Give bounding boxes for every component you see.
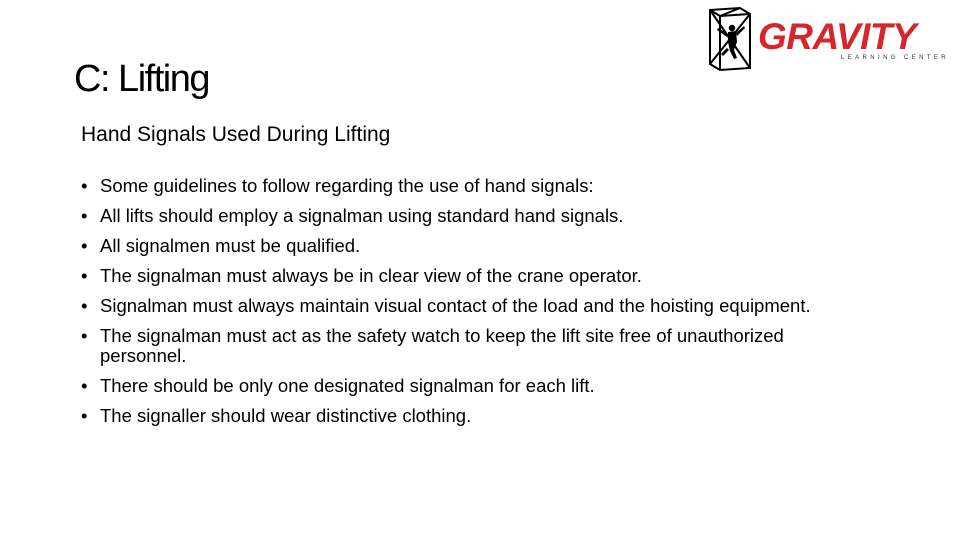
logo-wordmark: GRAVITY bbox=[758, 16, 917, 57]
climber-cage-icon bbox=[706, 6, 754, 72]
bullet-item: • All lifts should employ a signalman using standard hand signals. bbox=[81, 206, 841, 226]
logo-tagline: LEARNING CENTER bbox=[841, 55, 950, 61]
bullet-item: • Some guidelines to follow regarding the use of hand signals: bbox=[81, 176, 841, 196]
bullet-item: • All signalmen must be qualified. bbox=[81, 236, 841, 256]
bullet-item: • Signalman must always maintain visual contact of the load and the hoisting equipment. bbox=[81, 296, 841, 316]
gravity-logo bbox=[706, 6, 952, 72]
slide-subtitle: Hand Signals Used During Lifting bbox=[81, 123, 391, 146]
bullet-item: • There should be only one designated signalman for each lift. bbox=[81, 376, 841, 396]
slide-title: C: Lifting bbox=[74, 58, 209, 100]
bullet-item: • The signaller should wear distinctive clothing. bbox=[81, 406, 841, 426]
bullet-list bbox=[81, 176, 841, 436]
bullet-item: • The signalman must act as the safety watch to keep the lift site free of unauthorized personnel. bbox=[81, 326, 841, 366]
bullet-item: • The signalman must always be in clear view of the crane operator. bbox=[81, 266, 841, 286]
